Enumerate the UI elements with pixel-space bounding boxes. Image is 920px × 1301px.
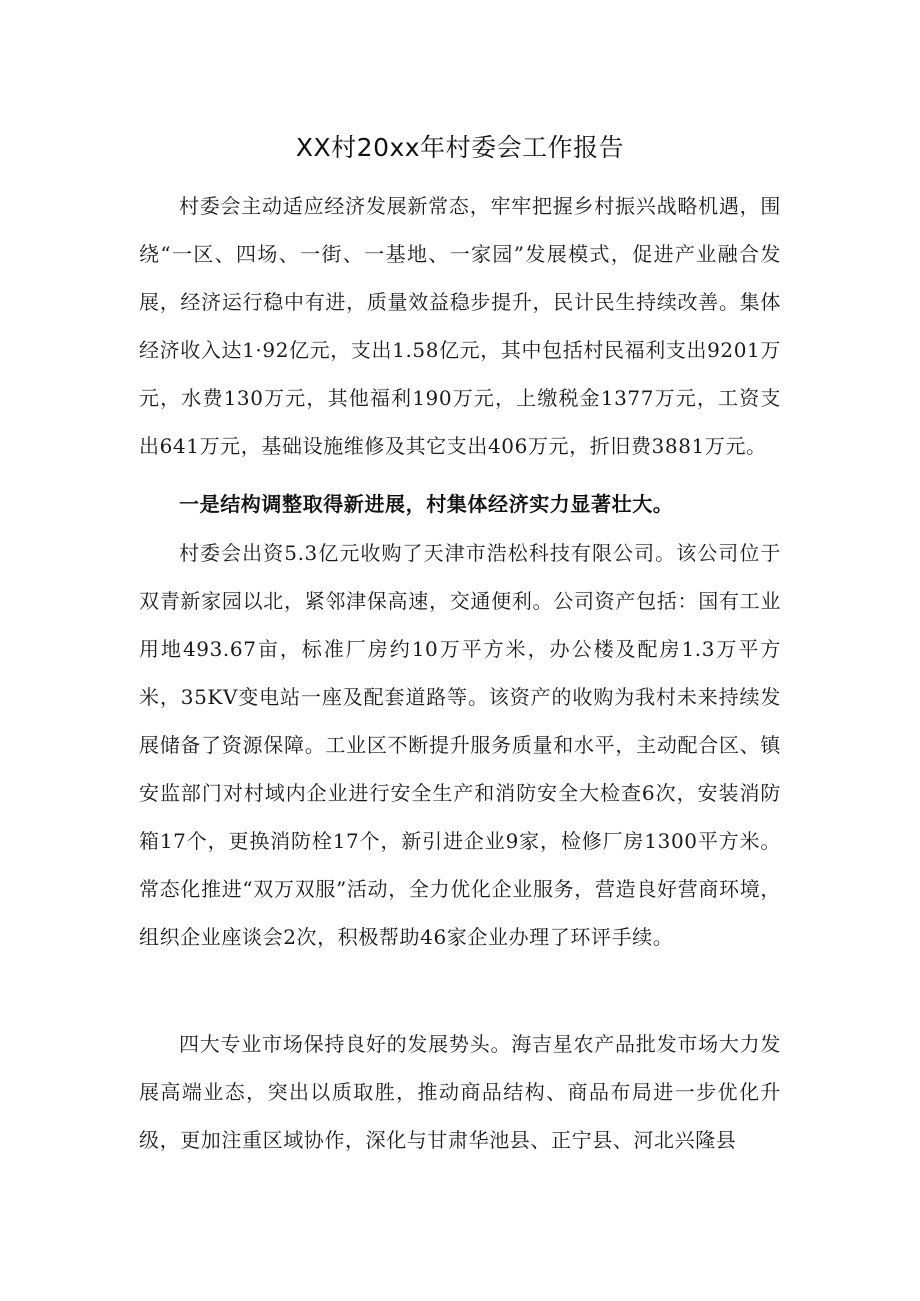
section-heading: 一是结构调整取得新进展，村集体经济实力显著壮大。: [179, 492, 674, 516]
paragraph-markets: 四大专业市场保持良好的发展势头。海吉星农产品批发市场大力发展高端业态，突出以质取胜，推动商品结构、商品布局进一步优化升级，更加注重区域协作，深化与甘肃华池县、正宁县、河北兴隆县: [139, 1032, 781, 1152]
paragraph-intro: 村委会主动适应经济发展新常态，牢牢把握乡村振兴战略机遇，围绕“一区、四场、一街、一基地、一家园”发展模式，促进产业融合发展，经济运行稳中有进，质量效益稳步提升，民计民生持续改善。集体经济收入达1·92亿元，支出1.58亿元，其中包括村民福利支出9201万元，水费130万元，其他福利190万元，上缴税金1377万元，工资支出641万元，基础设施维修及其它支出406万元，折旧费3881万元。: [139, 194, 781, 458]
page-title: XX村20xx年村委会工作报告: [295, 133, 625, 162]
paragraph-acquisition: 村委会出资5.3亿元收购了天津市浩松科技有限公司。该公司位于双青新家园以北，紧邻津保高速，交通便利。公司资产包括：国有工业用地493.67亩，标准厂房约10万平方米，办公楼及配房1.3万平方米，35KV变电站一座及配套道路等。该资产的收购为我村未来持续发展储备了资源保障。工业区不断提升服务质量和水平，主动配合区、镇安监部门对村域内企业进行安全生产和消防安全大检查6次，安装消防箱17个，更换消防栓17个，新引进企业9家，检修厂房1300平方米。常态化推进“双万双服”活动，全力优化企业服务，营造良好营商环境，组织企业座谈会2次，积极帮助46家企业办理了环评手续。: [139, 541, 781, 949]
